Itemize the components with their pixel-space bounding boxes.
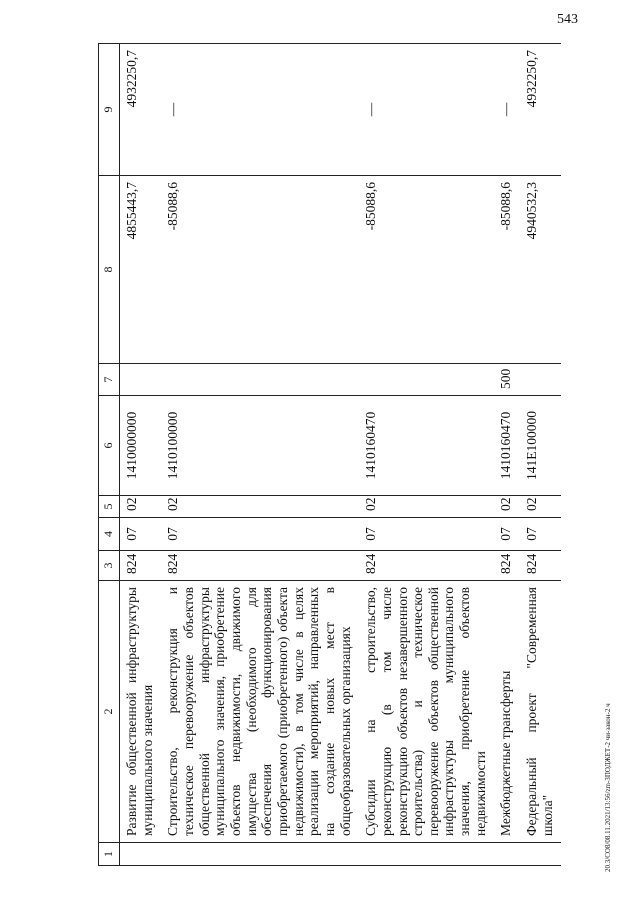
subsection-code-cell: 02 (161, 496, 359, 518)
table-row (494, 44, 520, 866)
column-header-9: 9 (99, 44, 120, 176)
expense-type-cell: 500 (494, 364, 520, 396)
item-name-cell: Развитие общественной инфраструктуры муниципального значения (120, 581, 162, 843)
target-code-cell: 141E100000 (520, 396, 561, 496)
amount-year-2-cell: — (494, 44, 520, 176)
column-header-7: 7 (99, 364, 120, 396)
row-number-cell (494, 843, 520, 866)
section-code-cell: 07 (359, 518, 494, 551)
subsection-code-cell: 02 (494, 496, 520, 518)
expense-type-cell (120, 364, 162, 396)
target-code-cell: 1410160470 (494, 396, 520, 496)
ministry-code-cell: 824 (494, 551, 520, 581)
item-name-cell: Межбюджетные трансферты (494, 581, 520, 843)
target-code-cell: 1410160470 (359, 396, 494, 496)
column-header-3: 3 (99, 551, 120, 581)
rotated-table-wrapper (98, 44, 610, 866)
section-code-cell: 07 (161, 518, 359, 551)
subsection-code-cell: 02 (120, 496, 162, 518)
header-row (99, 44, 120, 866)
subsection-code-cell: 02 (520, 496, 561, 518)
footer-code-text: 20.3/CO8/08.11.2021/13:56/zm-ЗПОДЖЕТ-2 чи-закон-2 ч (604, 703, 612, 872)
subsection-code-cell: 02 (359, 496, 494, 518)
ministry-code-cell: 824 (520, 551, 561, 581)
table-row (520, 44, 561, 866)
amount-year-2-cell: — (161, 44, 359, 176)
item-name-cell: Строительство, реконструкция и техническое перевооружение объектов общественной инфраструктуры муниципального значения, приобретение объектов недвижимости, движимого имущества (необходимого для обеспечения функционирования приобретаемого (приобретенного) объекта недвижимости), в том числе в целях реализации мероприятий, направленных на создание новых мест в общеобразовательных организациях (161, 581, 359, 843)
budget-table-area (98, 44, 610, 866)
column-header-4: 4 (99, 518, 120, 551)
amount-year-1-cell: 4940532,3 (520, 176, 561, 364)
section-code-cell: 07 (494, 518, 520, 551)
amount-year-1-cell: -85088,6 (161, 176, 359, 364)
table-row (359, 44, 494, 866)
row-number-cell (520, 843, 561, 866)
column-header-5: 5 (99, 496, 120, 518)
ministry-code-cell: 824 (120, 551, 162, 581)
expense-type-cell (359, 364, 494, 396)
column-header-8: 8 (99, 176, 120, 364)
amount-year-2-cell: 4932250,7 (520, 44, 561, 176)
table-row (120, 44, 162, 866)
target-code-cell: 1410000000 (120, 396, 162, 496)
item-name-cell: Федеральный проект "Современная школа" (520, 581, 561, 843)
budget-table (98, 43, 561, 866)
ministry-code-cell: 824 (359, 551, 494, 581)
amount-year-1-cell: -85088,6 (494, 176, 520, 364)
document-footer-code (604, 703, 612, 880)
column-header-1: 1 (99, 843, 120, 866)
item-name-cell: Субсидии на строительство, реконструкцию (в том числе реконструкцию объектов незавершенного строительства) и техническое перевооружение объектов общественной инфраструктуры муниципального значения, приобретение объектов недвижимости (359, 581, 494, 843)
column-header-2: 2 (99, 581, 120, 843)
section-code-cell: 07 (520, 518, 561, 551)
target-code-cell: 1410100000 (161, 396, 359, 496)
page-number: 543 (557, 12, 578, 27)
expense-type-cell (520, 364, 561, 396)
row-number-cell (120, 843, 162, 866)
row-number-cell (161, 843, 359, 866)
column-header-6: 6 (99, 396, 120, 496)
section-code-cell: 07 (120, 518, 162, 551)
amount-year-2-cell: — (359, 44, 494, 176)
ministry-code-cell: 824 (161, 551, 359, 581)
amount-year-2-cell: 4932250,7 (120, 44, 162, 176)
expense-type-cell (161, 364, 359, 396)
amount-year-1-cell: 4855443,7 (120, 176, 162, 364)
table-row (161, 44, 359, 866)
amount-year-1-cell: -85088,6 (359, 176, 494, 364)
row-number-cell (359, 843, 494, 866)
